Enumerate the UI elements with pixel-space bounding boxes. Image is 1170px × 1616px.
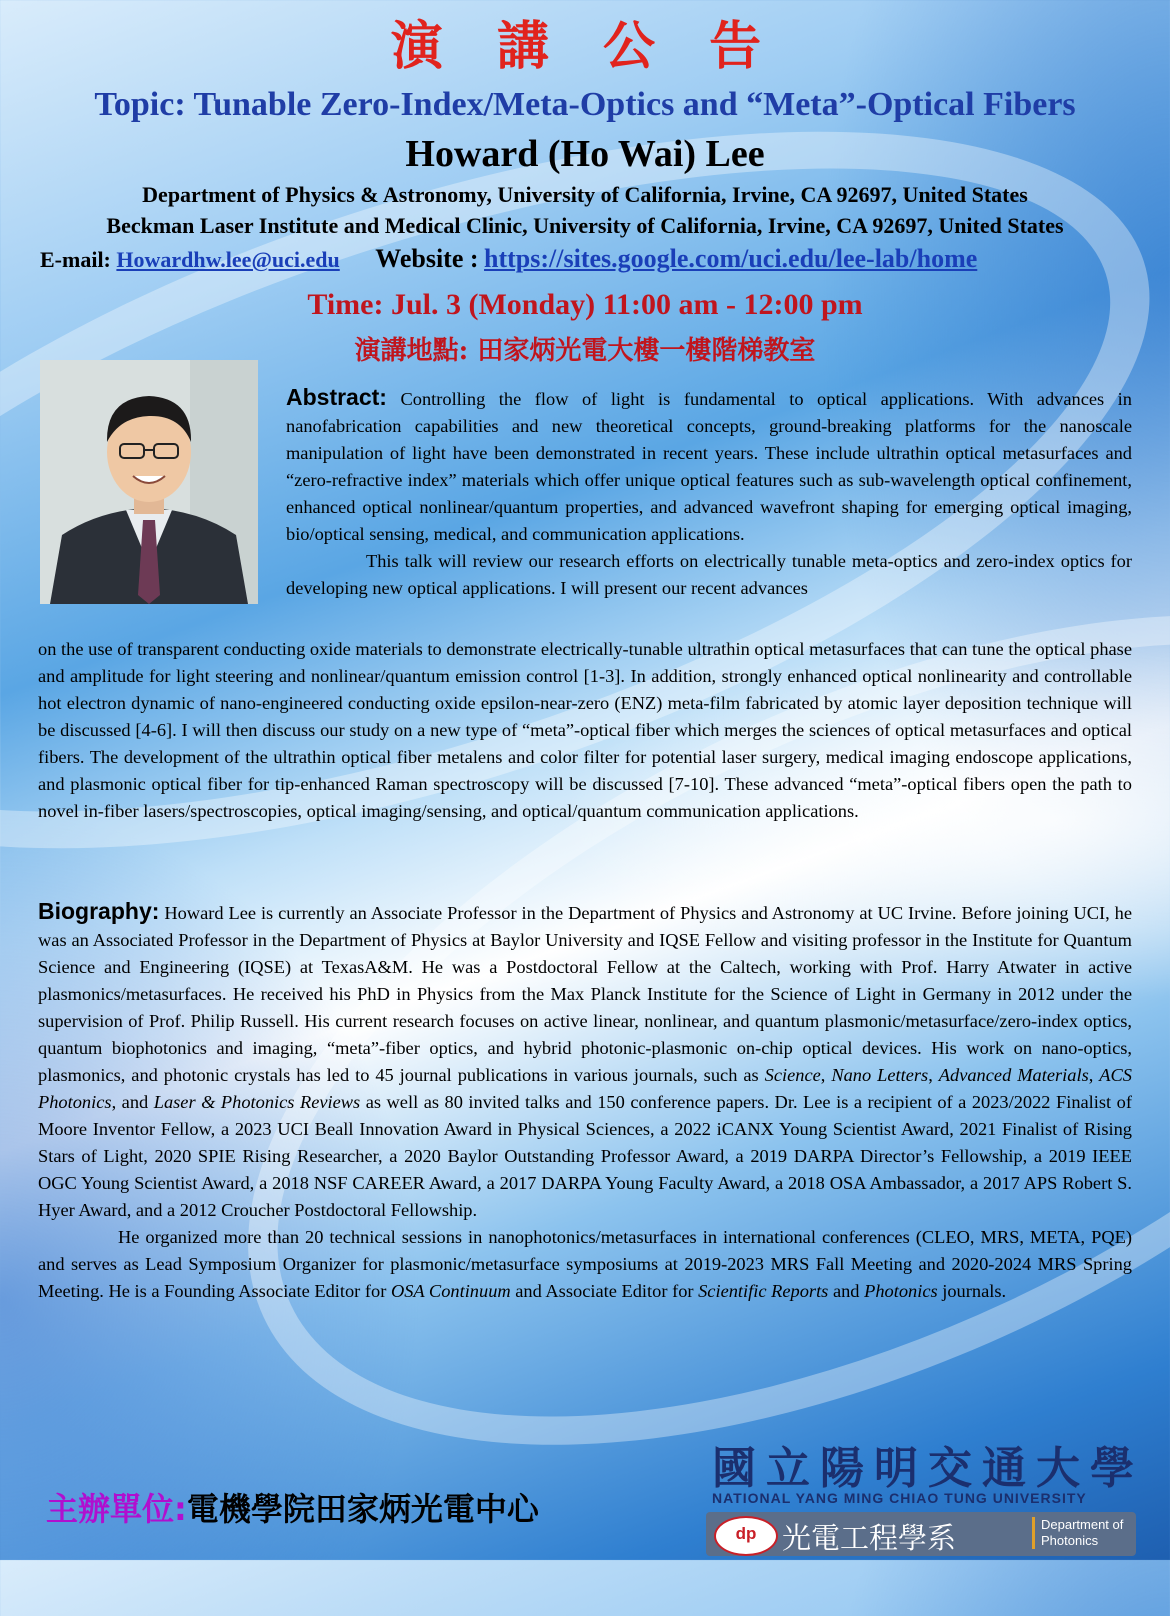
speaker-name: Howard (Ho Wai) Lee [405,133,765,175]
affiliation-2: Beckman Laser Institute and Medical Clinic, University of California, Irvine, CA 92697, United States [106,213,1064,238]
biography-para-1 [38,898,1132,1224]
biography-section [38,898,1132,1305]
dp-logo-text: dp [735,1524,757,1543]
bio-sep-2: , [928,1065,939,1085]
organizer-name: 電機學院田家炳光電中心 [186,1490,539,1528]
journal-osa-continuum: OSA Continuum [390,1281,511,1301]
website-link[interactable]: https://sites.google.com/uci.edu/lee-lab/home [484,244,978,273]
university-name-en: NATIONAL YANG MING CHIAO TUNG UNIVERSITY [712,1490,1087,1506]
journal-science: Science [764,1065,821,1085]
journal-laser-photonics-reviews: Laser & Photonics Reviews [153,1092,361,1112]
bio-text-2d: journals. [937,1281,1007,1301]
journal-nano-letters: Nano Letters [831,1065,929,1085]
abstract-section [286,384,1132,602]
journal-scientific-reports: Scientific Reports [698,1281,829,1301]
abstract-heading: Abstract: [286,384,387,410]
bio-sep-4: , and [111,1092,154,1112]
abstract-para-2-rest: on the use of transparent conducting oxide materials to demonstrate electrically-tunable ultrathin optical metasurfaces that can tune the optical phase and amplitude for light steering and nonlinear/quantum emission control [1-3]. In addition, strongly enhanced optical nonlinearity and controllable hot electron dynamic of nano-engineered conducting oxide epsilon-near-zero (ENZ) meta-film fabricated by atomic layer deposition technique will be discussed [4-6]. I will then discuss our study on a new type of “meta”-optical fiber which merges the sciences of optical metasurfaces and optical fibers. The development of the ultrathin optical fiber metalens and color filter for potential laser surgery, medical imaging endoscope applications, and plasmonic optical fiber for tip-enhanced Raman spectroscopy will be discussed [7-10]. These advanced “meta”-optical fibers open the path to novel in-fiber lasers/spectroscopies, optical imaging/sensing, and optical/quantum communication applications. [38,639,1132,821]
department-name-cn: 光電工程學系 [782,1521,957,1555]
abstract-text-1: Controlling the flow of light is fundamental to optical applications. With advances in nanofabrication capabilities and new theoretical concepts, ground-breaking platforms for the nanoscale manipulation of light have been demonstrated in recent years. These include ultrathin optical metasurfaces and “zero-refractive index” materials which offer unique optical features such as sub-wavelength optical confinement, enhanced optical nonlinear/quantum properties, and advanced wavefront shaping for emerging optical imaging, bio/optical sensing, medical, and communication applications. [286,389,1132,544]
contact-line [40,244,977,274]
biography-para-2 [38,1224,1132,1305]
talk-time: Time: Jul. 3 (Monday) 11:00 am - 12:00 pm [307,288,863,321]
affiliation-1: Department of Physics & Astronomy, University of California, Irvine, CA 92697, United States [142,182,1028,207]
talk-topic: Topic: Tunable Zero-Index/Meta-Optics and “Meta”-Optical Fibers [94,86,1076,123]
announcement-headline: 演 講 公 告 [390,17,780,77]
abstract-para-1 [286,384,1132,548]
speaker-portrait [40,360,258,604]
bio-text-1b: as well as 80 invited talks and 150 conference papers. Dr. Lee is a recipient of a 2023/2022 Finalist of Moore Inventor Fellow, a 2023 UCI Beall Innovation Award in Physical Sciences, a 2022 iCANX Young Scientist Award, 2021 Finalist of Rising Stars of Light, 2020 SPIE Rising Researcher, a 2020 Baylor Outstanding Professor Award, a 2019 DARPA Director’s Fellowship, a 2019 IEEE OGC Young Scientist Award, a 2018 NSF CAREER Award, a 2017 DARPA Young Faculty Award, a 2018 OSA Ambassador, a 2017 APS Robert S. Hyer Award, and a 2012 Croucher Postdoctoral Fellowship. [38,1092,1132,1220]
bio-text-2a: He organized more than 20 technical sessions in nanophotonics/metasurfaces in international conferences (CLEO, MRS, META, PQE) and serves as Lead Symposium Organizer for plasmonic/metasurface symposiums at 2019-2023 MRS Fall Meeting and 2020-2024 MRS Spring Meeting. He is a Founding Associate Editor for [38,1227,1132,1301]
abstract-section-continued [38,636,1132,825]
university-name-cn: 國立陽明交通大學 [712,1443,1144,1494]
website-label: Website : [375,244,479,273]
email-link[interactable]: Howardhw.lee@uci.edu [116,247,340,272]
talk-venue: 演講地點: 田家炳光電大樓一樓階梯教室 [354,336,816,366]
department-name-en: Department of Photonics [1032,1517,1137,1549]
abstract-para-2-start: This talk will review our research efforts on electrically tunable meta-optics and zero-index optics for developing new optical applications. I will present our recent advances [286,551,1132,598]
organizer-label: 主辦單位: [46,1490,187,1528]
bio-sep-3: , [1088,1065,1100,1085]
portrait-illustration [40,360,258,604]
bio-text-2c: and [828,1281,865,1301]
bio-text-1a: Howard Lee is currently an Associate Professor in the Department of Physics and Astronomy at UC Irvine. Before joining UCI, he was an Associated Professor in the Department of Physics at Baylor University and IQSE Fellow and visiting professor in the Institute for Quantum Science and Engineering (IQSE) at TexasA&M. He was a Postdoctoral Fellow at the Caltech, working with Prof. Harry Atwater in active plasmonics/metasurfaces. He received his PhD in Physics from the Max Planck Institute for the Science of Light in Germany in 2012 under the supervision of Prof. Philip Russell. His current research focuses on active linear, nonlinear, and quantum plasmonic/metasurface/zero-index optics, quantum biophotonics and imaging, “meta”-fiber optics, and hybrid photonic-plasmonic on-chip optical devices. His work on nano-optics, plasmonics, and photonic crystals has led to 45 journal publications in various journals, such as [38,903,1132,1085]
bio-text-2b: and Associate Editor for [510,1281,699,1301]
journal-acs-photonics: ACS Photonics [38,1065,1132,1112]
email-label: E-mail: [40,247,111,272]
biography-heading: Biography: [38,898,160,924]
dp-logo-icon [714,1516,778,1556]
organizer-line [46,1484,539,1530]
department-banner [706,1512,1136,1556]
journal-photonics: Photonics [864,1281,938,1301]
bio-sep-1: , [820,1065,832,1085]
journal-advanced-materials: Advanced Materials [938,1065,1089,1085]
